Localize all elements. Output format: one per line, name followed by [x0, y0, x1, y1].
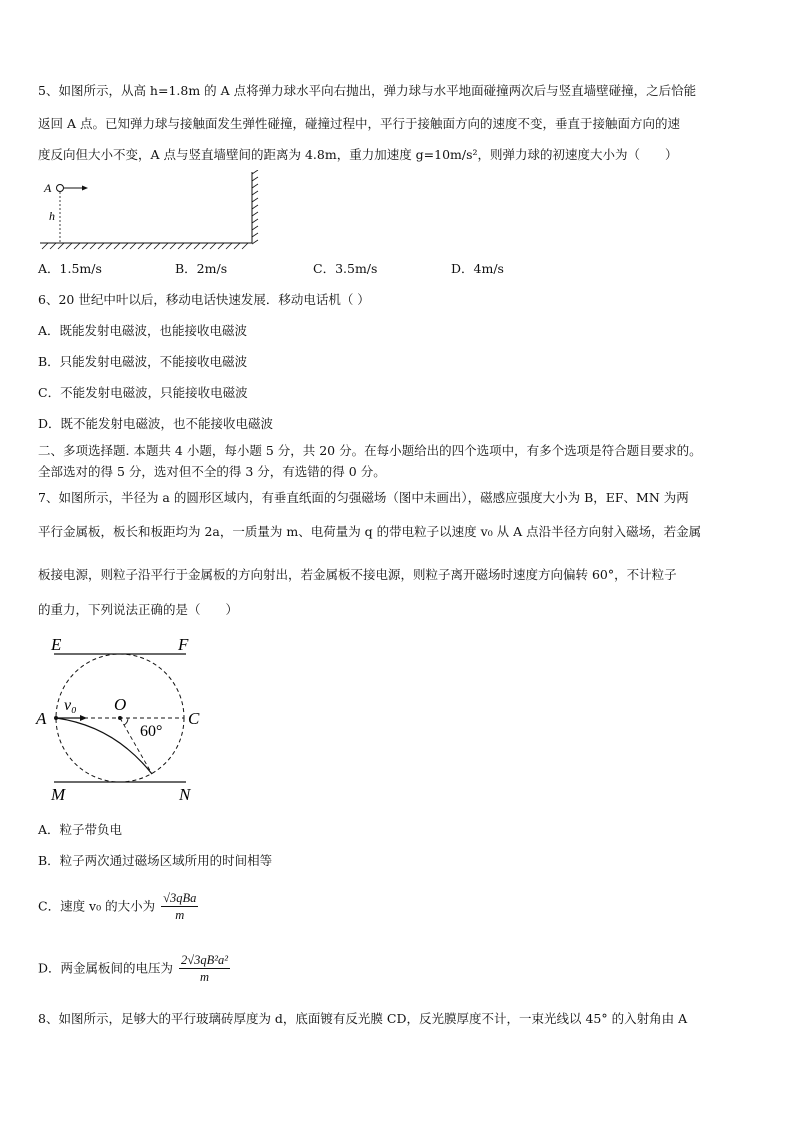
q5-label-h: h: [49, 209, 55, 223]
label-a: A: [36, 709, 47, 728]
label-angle: 60°: [140, 723, 163, 740]
q7-stem-line-2: 平行金属板，板长和板距均为 2a，一质量为 m、电荷量为 q 的带电粒子以速度 v₀ 从 A 点沿半径方向射入磁场，若金属: [38, 524, 702, 539]
q7-option-d-denominator: m: [200, 970, 210, 984]
q5-label-a: A: [44, 181, 52, 195]
label-c: C: [188, 709, 200, 728]
velocity-arrowhead-icon: [82, 186, 88, 191]
label-v0: v₀: [64, 697, 77, 714]
q6-stem: 6、20 世纪中叶以后，移动电话快速发展．移动电话机（ ）: [38, 292, 370, 307]
q6-option-b[interactable]: B．只能发射电磁波，不能接收电磁波: [38, 354, 248, 369]
q5-option-c[interactable]: C．3.5m/s: [313, 261, 378, 276]
wall-hatching: [252, 170, 258, 244]
q6-option-c[interactable]: C．不能发射电磁波，只能接收电磁波: [38, 385, 248, 400]
q7-option-d-fraction: [179, 952, 230, 985]
q7-option-b[interactable]: B．粒子两次通过磁场区域所用的时间相等: [38, 853, 273, 868]
q7-option-a[interactable]: A．粒子带负电: [38, 822, 123, 837]
label-f: F: [178, 635, 189, 654]
q7-stem-line-3: 板接电源，则粒子沿平行于金属板的方向射出，若金属板不接电源，则粒子离开磁场时速度方向偏转 60°，不计粒子: [38, 567, 677, 582]
label-m: M: [51, 785, 66, 804]
q7-stem-line-4: 的重力，下列说法正确的是（ ）: [38, 602, 239, 617]
q5-stem-line-2: 返回 A 点。已知弹力球与接触面发生弹性碰撞，碰撞过程中，平行于接触面方向的速度不变，垂直于接触面方向的速: [38, 116, 680, 131]
label-e: E: [51, 635, 62, 654]
q5-option-b[interactable]: B．2m/s: [175, 261, 228, 276]
q7-option-c-denominator: m: [175, 908, 185, 922]
particle-trajectory: [56, 718, 152, 774]
angle-arc-icon: [124, 718, 128, 725]
q5-option-d[interactable]: D．4m/s: [451, 261, 504, 276]
q7-option-c-text: C．速度 v₀ 的大小为: [38, 898, 156, 914]
label-o: O: [114, 695, 127, 714]
section-2-heading-line-2: 全部选对的得 5 分，选对但不全的得 3 分，有选错的得 0 分。: [38, 464, 386, 479]
q7-option-d-text: D．两金属板间的电压为: [38, 960, 174, 976]
q8-stem-line-1: 8、如图所示，足够大的平行玻璃砖厚度为 d，底面镀有反光膜 CD，反光膜厚度不计，一束光线以 45° 的入射角由 A: [38, 1011, 688, 1026]
q7-figure: [34, 630, 214, 805]
q7-stem-line-1: 7、如图所示，半径为 a 的圆形区域内，有垂直纸面的匀强磁场（图中未画出），磁感应强度大小为 B，EF、MN 为两: [38, 490, 689, 505]
q7-option-c-numerator: √3qBa: [163, 891, 197, 905]
q6-option-d[interactable]: D．既不能发射电磁波，也不能接收电磁波: [38, 416, 274, 431]
q5-option-a[interactable]: A．1.5m/s: [38, 261, 102, 276]
label-n: N: [179, 785, 191, 804]
ball-icon: [57, 185, 64, 192]
v0-arrowhead-icon: [80, 715, 87, 721]
q5-stem-line-1: 5、如图所示，从高 h=1.8m 的 A 点将弹力球水平向右抛出，弹力球与水平地面碰撞两次后与竖直墙壁碰撞，之后恰能: [38, 83, 697, 98]
ground-hatching: [42, 243, 248, 249]
q7-option-c-fraction: [161, 890, 198, 923]
q5-stem-line-3: 度反向但大小不变，A 点与竖直墙壁间的距离为 4.8m，重力加速度 g=10m/s²，则弹力球的初速度大小为（ ）: [38, 147, 678, 162]
q6-option-a[interactable]: A．既能发射电磁波，也能接收电磁波: [38, 323, 248, 338]
q7-option-d-numerator: 2√3qB²a²: [181, 953, 229, 967]
section-2-heading-line-1: 二、多项选择题. 本题共 4 小题，每小题 5 分，共 20 分。在每小题给出的四个选项中，有多个选项是符合题目要求的。: [38, 443, 702, 458]
q7-option-c[interactable]: [38, 890, 198, 923]
q7-option-d[interactable]: [38, 952, 230, 985]
q5-figure: [38, 170, 268, 250]
